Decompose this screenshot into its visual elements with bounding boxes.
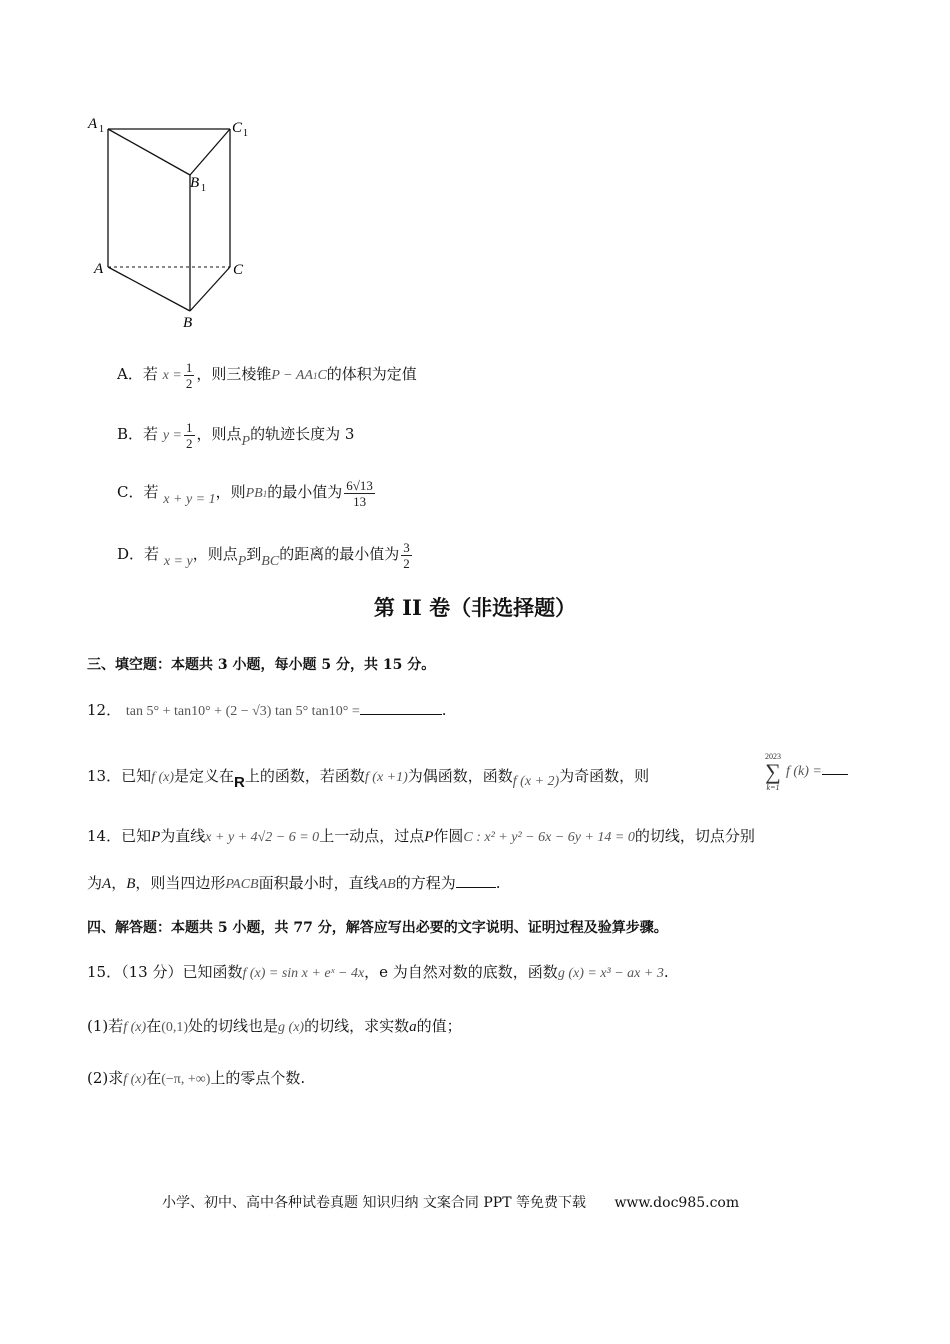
edge-BC: [190, 267, 230, 311]
footer-text: 小学、初中、高中各种试卷真题 知识归纳 文案合同 PPT 等免费下载: [162, 1195, 586, 1211]
fraction: $\frac{1}{2}$: [185, 359, 193, 391]
label-C: C: [233, 262, 244, 278]
question-12: 12． tan 5° + tan10° + (2 − √3) tan 5° tan10° = .: [87, 701, 447, 719]
footer-link[interactable]: www.doc985.com: [614, 1195, 740, 1211]
summation: 2023 ∑ k=1: [765, 752, 781, 792]
edge-A1B1: [108, 129, 190, 175]
option-b: B．若 y = $\frac{1}{2}$ ，则点P的轨迹长度为 3: [117, 419, 355, 451]
answer-blank[interactable]: [822, 760, 848, 775]
edge-AB: [108, 267, 190, 311]
label-C1: C: [232, 120, 243, 136]
label-B1: B: [190, 175, 200, 191]
label-A1-sub: 1: [99, 124, 104, 135]
answer-fraction: $\frac{3}{2}$: [403, 539, 410, 571]
answer-fraction: $\frac{6√13}{13}$: [346, 477, 373, 509]
option-d: D．若 x = y，则点P到BC的距离的最小值为 $\frac{3}{2}$: [117, 539, 410, 571]
section-3-heading: 三、填空题：本题共 3 小题，每小题 5 分，共 15 分。: [87, 657, 436, 673]
question-15-part-2: (2)求f (x)在(−π, +∞)上的零点个数.: [87, 1069, 306, 1087]
edge-B1C1: [190, 129, 230, 175]
question-15-part-1: (1)若f (x)在(0,1)处的切线也是g (x)的切线，求实数a的值；: [87, 1017, 462, 1035]
question-14-line2: 为A，B，则当四边形PACB面积最小时，直线AB的方程为 .: [87, 874, 501, 892]
question-14-line1: 14．已知P为直线x + y + 4√2 − 6 = 0上一动点，过点P作圆C : x² + y² − 6x − 6y + 14 = 0的切线，切点分别: [87, 827, 755, 845]
prism-figure: [80, 110, 260, 335]
label-C1-sub: 1: [243, 128, 248, 139]
fraction: $\frac{1}{2}$: [186, 419, 193, 451]
footer: [162, 1192, 739, 1212]
answer-blank[interactable]: [360, 700, 442, 715]
section-4-heading: 四、解答题：本题共 5 小题，共 77 分，解答应写出必要的文字说明、证明过程及验算步骤。: [87, 920, 668, 936]
summation-expr: f (k) =: [786, 760, 848, 782]
question-13: 13．已知f (x)是定义在R上的函数，若函数f (x +1)为偶函数，函数f (x + 2)为奇函数，则: [87, 767, 650, 791]
option-a: A．若 x = $\frac{1}{2}$ ，则三棱锥P − AA1C的体积为定值: [117, 359, 417, 391]
label-A: A: [94, 261, 104, 277]
answer-blank[interactable]: [456, 873, 496, 888]
label-B1-sub: 1: [201, 183, 206, 194]
part-title: 第 II 卷（非选择题）: [373, 595, 577, 620]
label-A1: A: [88, 116, 98, 132]
question-15: 15．（13 分）已知函数f (x) = sin x + eˣ − 4x，e 为自然对数的底数，函数g (x) = x³ − ax + 3.: [87, 963, 669, 981]
option-c: C．若 x + y = 1，则PB1的最小值为 $\frac{6√13}{13}$: [117, 477, 373, 509]
label-B: B: [183, 315, 193, 331]
